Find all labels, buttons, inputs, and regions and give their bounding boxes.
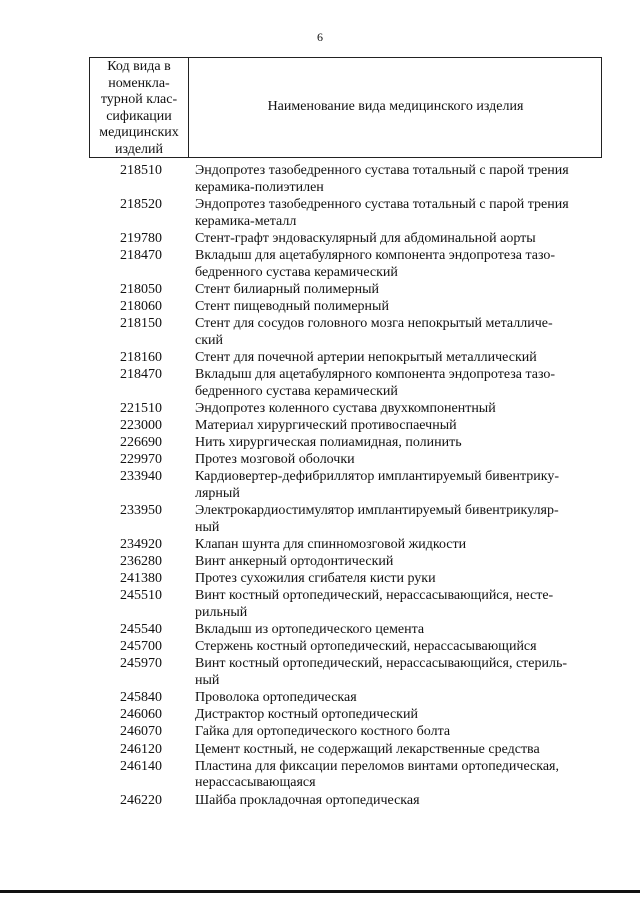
row-name-line: Винт анкерный ортодонтический [195, 554, 394, 570]
row-name [195, 452, 600, 469]
row-name-line: Дистрактор костный ортопедический [195, 707, 418, 723]
header-code-line: Код вида в [107, 59, 171, 74]
row-name-line: Стент для сосудов головного мозга непокрытый металличе- [195, 315, 553, 331]
row-name [195, 503, 600, 537]
row-code: 246060 [120, 707, 162, 723]
header-code-line: медицинских [99, 125, 179, 140]
table-row [0, 724, 640, 741]
row-code: 245510 [120, 588, 162, 604]
table-row [0, 248, 640, 282]
row-name-line: бедренного сустава керамический [195, 383, 398, 399]
row-name-line: лярный [195, 486, 240, 501]
table-row [0, 656, 640, 690]
table-row [0, 571, 640, 588]
row-code: 245970 [120, 656, 162, 672]
row-name [195, 299, 600, 316]
row-code: 246140 [120, 758, 162, 774]
table-row [0, 316, 640, 350]
row-name-line: Шайба прокладочная ортопедическая [195, 792, 420, 808]
row-name [195, 537, 600, 554]
row-name-line: Эндопротез коленного сустава двухкомпонентный [195, 400, 496, 416]
table-row [0, 197, 640, 231]
row-name-line: Вкладыш из ортопедического цемента [195, 622, 425, 638]
row-name-line: рильный [195, 605, 248, 621]
row-name [195, 197, 600, 231]
row-name [195, 724, 600, 741]
row-name-line: Нить хирургическая полиамидная, полинить [195, 435, 462, 451]
table-row [0, 742, 640, 759]
table-row [0, 350, 640, 367]
row-name-line: Стент-графт эндоваскулярный для абдоминальной аорты [195, 230, 536, 246]
row-name-line: ный [195, 519, 220, 535]
row-name [195, 656, 600, 690]
row-code: 218060 [120, 298, 162, 314]
table-row [0, 367, 640, 401]
row-code: 245700 [120, 639, 162, 655]
row-name [195, 435, 600, 452]
row-code: 218510 [120, 163, 162, 178]
table-row [0, 622, 640, 639]
row-name-line: Пластина для фиксации переломов винтами ортопедическая, [195, 758, 559, 774]
row-name [195, 639, 600, 656]
row-code: 218520 [120, 196, 162, 212]
row-code: 246220 [120, 792, 162, 808]
header-name-column: Наименование вида медицинского изделия [267, 99, 524, 114]
row-name [195, 248, 600, 282]
row-code: 233940 [120, 469, 162, 485]
row-code: 246120 [120, 741, 162, 757]
header-code-line: сификации [106, 108, 172, 124]
row-name [195, 690, 600, 707]
table-row [0, 418, 640, 435]
row-name [195, 282, 600, 299]
row-name-line: Клапан шунта для спинномозговой жидкости [195, 536, 467, 552]
row-name-line: Стент для почечной артерии непокрытый металлический [195, 349, 537, 365]
page-number: 6 [317, 30, 323, 44]
table-body [0, 163, 640, 810]
row-code: 218150 [120, 315, 162, 331]
row-code: 219780 [120, 230, 162, 246]
row-name-line: Эндопротез тазобедренного сустава тотальный с парой трения [195, 163, 569, 178]
table-header [89, 57, 602, 158]
table-row [0, 759, 640, 793]
row-name [195, 793, 600, 810]
table-row [0, 282, 640, 299]
row-name-line: Стент пищеводный полимерный [195, 298, 389, 314]
row-name-line: Кардиовертер-дефибриллятор имплантируемый бивентрику- [195, 469, 560, 485]
row-name-line: Стержень костный ортопедический, нерассасывающийся [195, 639, 537, 655]
table-row [0, 163, 640, 197]
row-name [195, 707, 600, 724]
row-name [195, 350, 600, 367]
row-name [195, 759, 600, 793]
row-name-line: Протез сухожилия сгибателя кисти руки [195, 571, 436, 587]
table-row [0, 299, 640, 316]
row-name [195, 571, 600, 588]
row-code: 229970 [120, 452, 162, 468]
row-code: 218050 [120, 281, 162, 297]
row-name [195, 231, 600, 248]
row-name-line: ный [195, 673, 220, 689]
row-name-line: Эндопротез тазобедренного сустава тотальный с парой трения [195, 196, 569, 212]
table-row [0, 707, 640, 724]
row-code: 218470 [120, 247, 162, 263]
row-code: 218160 [120, 349, 162, 365]
table-row [0, 554, 640, 571]
table-row [0, 690, 640, 707]
table-row [0, 537, 640, 554]
table-row [0, 588, 640, 622]
row-name [195, 367, 600, 401]
row-name-line: Вкладыш для ацетабулярного компонента эндопротеза тазо- [195, 366, 556, 382]
row-code: 221510 [120, 400, 162, 416]
row-name [195, 742, 600, 759]
table-row [0, 793, 640, 810]
row-code: 233950 [120, 503, 162, 519]
row-name-line: Гайка для ортопедического костного болта [195, 724, 451, 740]
row-name [195, 401, 600, 418]
row-name-line: Винт костный ортопедический, нерассасывающийся, несте- [195, 588, 554, 604]
row-name-line: ский [195, 332, 223, 348]
row-code: 234920 [120, 536, 162, 552]
row-code: 241380 [120, 571, 162, 587]
row-name-line: Электрокардиостимулятор имплантируемый бивентрикуляр- [195, 503, 559, 519]
row-code: 246070 [120, 724, 162, 740]
row-code: 245540 [120, 622, 162, 638]
row-name-line: Протез мозговой оболочки [195, 452, 355, 468]
row-name-line: Цемент костный, не содержащий лекарственные средства [195, 741, 540, 757]
row-code: 218470 [120, 366, 162, 382]
table-row [0, 452, 640, 469]
table-row [0, 639, 640, 656]
header-code-line: номенкла- [108, 75, 170, 91]
table-row [0, 469, 640, 503]
row-code: 223000 [120, 417, 162, 433]
table-row [0, 401, 640, 418]
row-code: 226690 [120, 435, 162, 451]
row-name-line: нерассасывающаяся [195, 775, 316, 791]
table-row [0, 231, 640, 248]
row-name-line: Проволока ортопедическая [195, 690, 357, 706]
table-row [0, 435, 640, 452]
row-name-line: Вкладыш для ацетабулярного компонента эндопротеза тазо- [195, 247, 556, 263]
row-name [195, 163, 600, 197]
row-name-line: керамика-металл [195, 213, 297, 229]
row-name-line: керамика-полиэтилен [195, 179, 324, 195]
row-name [195, 469, 600, 503]
row-name [195, 554, 600, 571]
row-name-line: бедренного сустава керамический [195, 264, 398, 280]
row-name-line: Винт костный ортопедический, нерассасывающийся, стериль- [195, 656, 568, 672]
bottom-rule [0, 890, 640, 893]
header-code-line: турной клас- [100, 92, 178, 107]
row-name [195, 418, 600, 435]
row-name-line: Материал хирургический противоспаечный [195, 417, 457, 433]
row-code: 245840 [120, 690, 162, 706]
row-name [195, 316, 600, 350]
row-code: 236280 [120, 554, 162, 570]
row-name-line: Стент билиарный полимерный [195, 281, 380, 297]
row-name [195, 588, 600, 622]
header-code-line: изделий [114, 141, 164, 157]
row-name [195, 622, 600, 639]
table-row [0, 503, 640, 537]
header-code-column [90, 59, 188, 158]
